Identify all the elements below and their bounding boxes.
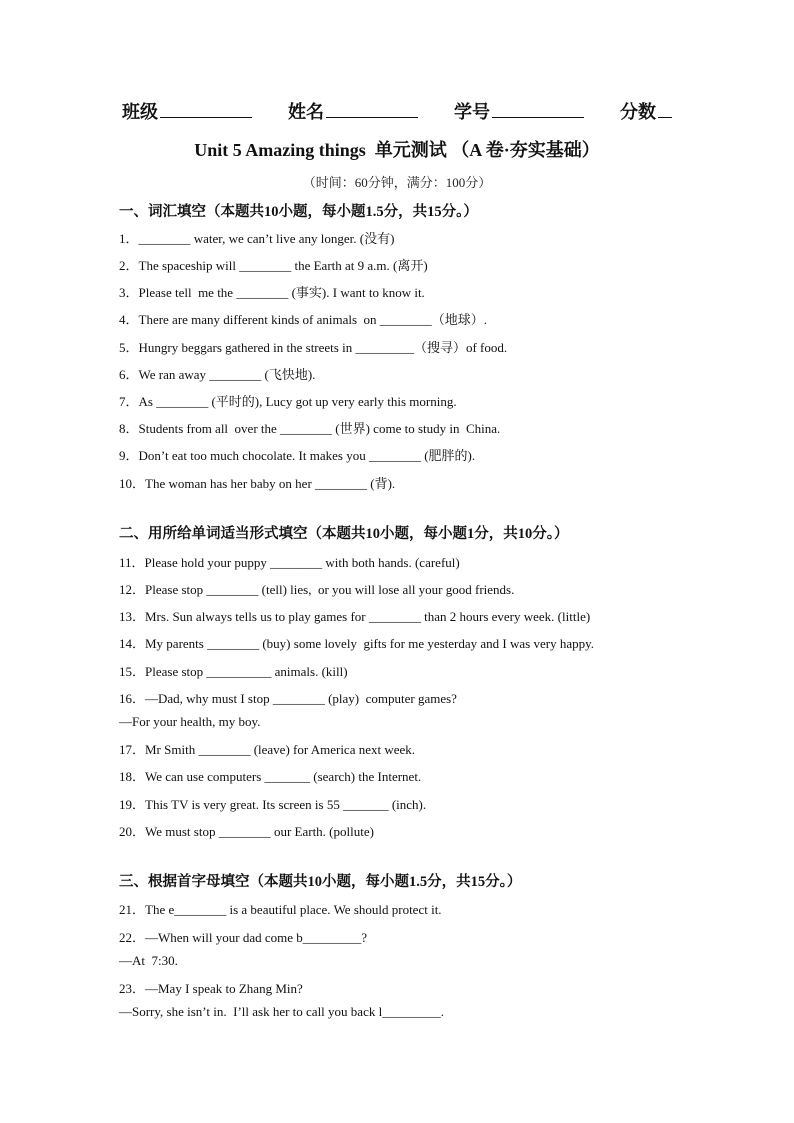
class-field	[122, 98, 252, 124]
question-item: 10．The woman has her baby on her ________ (背).	[119, 476, 396, 491]
question-item: 2．The spaceship will ________ the Earth at 9 a.m. (离开)	[119, 258, 428, 273]
question-item: 22．—When will your dad come b_________?	[119, 930, 368, 945]
section-2-heading: 二、用所给单词适当形式填空（本题共10小题，每小题1分，共10分。）	[119, 526, 569, 542]
question-item: 13．Mrs. Sun always tells us to play games for ________ than 2 hours every week. (little)	[119, 609, 591, 624]
name-blank	[326, 99, 418, 118]
name-field	[288, 98, 418, 124]
question-item: 8．Students from all over the ________ (世界) come to study in China.	[119, 421, 501, 436]
student-info-fields	[0, 98, 794, 124]
id-blank	[492, 99, 584, 118]
question-item: 5．Hungry beggars gathered in the streets in _________（搜寻）of food.	[119, 340, 508, 355]
question-item: 14．My parents ________ (buy) some lovely gifts for me yesterday and I was very happy.	[119, 636, 594, 651]
score-field	[620, 98, 672, 124]
question-item: 9．Don’t eat too much chocolate. It makes you ________ (肥胖的).	[119, 448, 476, 463]
question-item: 17．Mr Smith ________ (leave) for America next week.	[119, 742, 416, 757]
answer-line: —Sorry, she isn’t in. I’ll ask her to call you back l_________.	[119, 1004, 444, 1019]
question-item: 6．We ran away ________ (飞快地).	[119, 367, 316, 382]
question-item: 19．This TV is very great. Its screen is 55 _______ (inch).	[119, 797, 427, 812]
page-title: Unit 5 Amazing things 单元测试 （A 卷·夯实基础）	[194, 140, 600, 160]
name-label: 姓名	[288, 102, 324, 122]
question-item: 15．Please stop __________ animals. (kill)	[119, 664, 348, 679]
score-blank	[658, 99, 672, 118]
question-item: 20．We must stop ________ our Earth. (pollute)	[119, 824, 374, 839]
section-3-heading: 三、根据首字母填空（本题共10小题，每小题1.5分，共15分。）	[119, 874, 522, 890]
class-blank	[160, 99, 252, 118]
question-item: 23．—May I speak to Zhang Min?	[119, 981, 303, 996]
score-label: 分数	[620, 102, 656, 122]
id-field	[454, 98, 584, 124]
section-1-heading: 一、词汇填空（本题共10小题，每小题1.5分，共15分。）	[119, 204, 478, 220]
answer-line: —At 7:30.	[119, 953, 178, 968]
question-item: 1．________ water, we can’t live any longer. (没有)	[119, 231, 395, 246]
exam-time-info: （时间：60分钟，满分：100分）	[302, 175, 492, 190]
question-item: 11．Please hold your puppy ________ with both hands. (careful)	[119, 555, 460, 570]
class-label: 班级	[122, 102, 158, 122]
question-item: 18．We can use computers _______ (search) the Internet.	[119, 769, 422, 784]
question-item: 16．—Dad, why must I stop ________ (play) computer games?	[119, 691, 457, 706]
question-item: 4．There are many different kinds of animals on ________（地球）.	[119, 312, 488, 327]
question-item: 12．Please stop ________ (tell) lies, or you will lose all your good friends.	[119, 582, 515, 597]
question-item: 21．The e________ is a beautiful place. We should protect it.	[119, 902, 442, 917]
question-item: 7．As ________ (平时的), Lucy got up very early this morning.	[119, 394, 457, 409]
question-item: 3．Please tell me the ________ (事实). I want to know it.	[119, 285, 425, 300]
id-label: 学号	[454, 102, 490, 122]
answer-line: —For your health, my boy.	[119, 714, 261, 729]
